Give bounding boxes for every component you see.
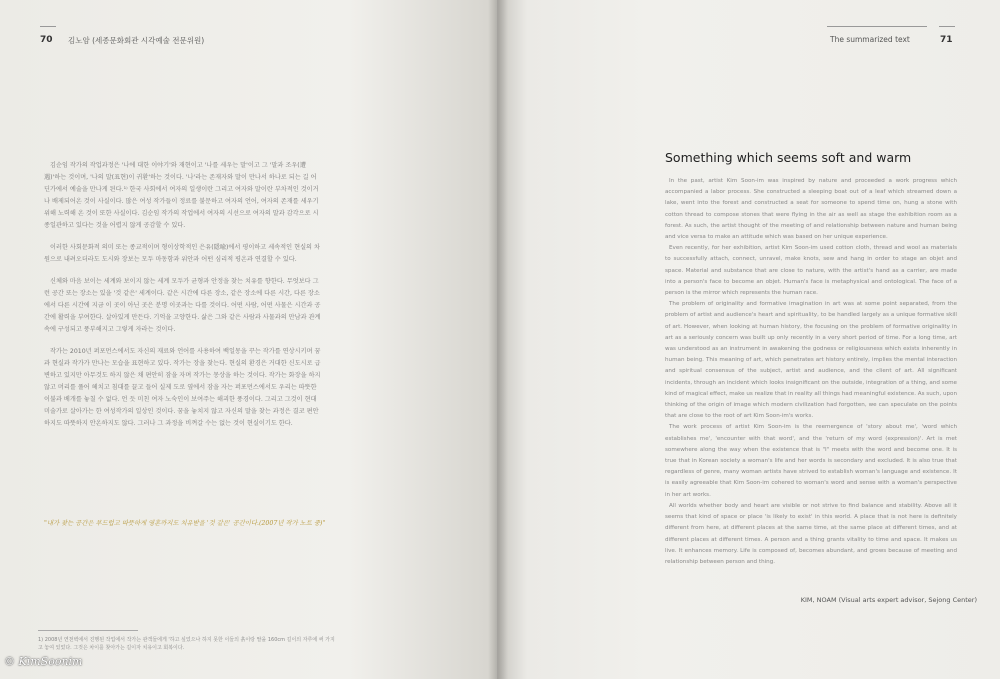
body-text <box>665 176 957 568</box>
paragraph: All worlds whether body and heart are visible or not strive to find balance and stability. Above all it seems that kind of space or place 'is likely to exist' in this world. A place that is not here is definitely different from here, at different places at the same time, at the same place at different times, and at different places at different times. A person and a thing grants vitality to time and space. It makes us live. It enhances memory. Life is composed of, becomes abundant, and grows because of meeting and relationship between person and thing. <box>665 502 957 565</box>
watermark: © KimSoonim <box>4 655 83 668</box>
page-number: 71 <box>940 35 953 45</box>
header-rule <box>827 26 927 27</box>
paragraph: In the past, artist Kim Soon-im was inspired by nature and proceeded a work progress which accompanied a labor process. She constructed a sleeping boat out of a leaf which streamed down a lake, went into the forest and constructed a seat for someone to spend time on, hung a stone with cotton thread to compose stones that were flying in the air as well as stage the exhibition room as a forest. As such, the artist thought of the meeting of and relationship between nature and human being and vice versa to make an attitude which was based on her unique experience. <box>665 178 957 241</box>
footnote-rule <box>38 630 138 631</box>
footnote: 1) 2008년 연천벽에서 진행된 작업에서 작가는 관객들에게 '하고 싶었으나 하지 못한 이들의 흙이랑 딸을 160cm 길이의 자루에 써 가지고 놓여 있었다. 그것은 차이를 찾아가는 길이자 치유이고 회복이다. <box>38 637 335 651</box>
artist-quote: "내가 찾는 공간은 부드럽고 따뜻하게 영혼까지도 치유받을 '것 같은' 공간이다.(2007년 작가 노트 중)" <box>44 520 326 527</box>
paragraph: 김순임 작가의 작업과정은 '나에 대한 이야기'와 재현이고 '나를 세우는 말'이고 그 '말과 조우(遭遇)'하는 것이며, '나의 말(표현)이 귀환'하는 것이다. '나'라는 존재자와 말이 만나서 하나로 되는 길 어딘가에서 예술을 만나게 된다.¹⁾ 한국 사회에서 여자의 일생이란 그리고 여자와 말이란 부차적인 것이거나 배제되어온 것이 사실이다. 많은 여성 작가들이 정료를 불문하고 여자의 언어, 여자의 존재를 세우기 위해 노력해 온 것이 또한 사실이다. 김순임 작가의 작업에서 여자의 시선으로 여자의 말과 감각으로 시종일관하고 있다는 것을 어렵지 않게 공감할 수 있다. <box>44 162 319 229</box>
paragraph: The problem of originality and formative imagination in art was at some point separated, from the problem of artist and audience's heart and spirituality, to be handled largely as a unique formative skill of art. However, when looking at human history, the focusing on the problem of formative originality in art as a seriously concern was built up only recently in a very short period of time. For a long time, art was understood as an instrument in awakening the godness or religiousness which exists inherently in human being. This meaning of art, which penetrates art history entirely, implies the mental interaction and spiritual consensus of the subject, artist and audience, and the client of art. All significant incidents, through an incident which looks insignificant on the outside, integration of a thing, and some kind of magical effect, make us realize that in reality all things had meaningful existence. As such, upon thinking of the origin of image which modern civilization had forgotten, we can speculate on the points that are close to the root of art Kim Soon-im's works. <box>665 301 958 420</box>
page-header: The summarized text <box>830 35 910 44</box>
paragraph: The work process of artist Kim Soon-im is the reemergence of 'story about me', 'word which establishes me', 'encounter with that word', and the 'return of my word (expression)'. Art is met somewhere along the way when the existence that is "I" meets with the word and become one. It is true that in Korean society a woman's life and her words is secondary and excluded. It is also true that regardless of genre, many woman artists have strived to establish woman's language and existence. It is easily agreeable that Kim Soon-im cohered to woman's word and sense with a woman's perspective in her art works. <box>665 424 957 498</box>
paragraph: 이러한 사회문화적 의미 또는 종교적이며 형이상학적인 은유(隱喩)에서 평이하고 세속적인 현실의 차원으로 내려오더라도 도시와 장보는 모두 마동함과 위안과 어떤 심리적 평온과 연결할 수 있다. <box>44 244 320 263</box>
left-page <box>0 0 497 679</box>
page-number: 70 <box>40 35 53 45</box>
book-gutter <box>488 0 508 679</box>
header-rule <box>939 26 955 27</box>
paragraph: 작가는 2010년 퍼포먼스에서도 자신의 재료와 언어를 사용하여 백일몽을 꾸는 작가를 연상시키며 꿈과 현실과 작가가 만나는 모습을 표현하고 있다. 작가는 장을 찾는다. 현실의 환경은 거대한 신도시로 급변하고 있지만 아무것도 하지 않은 채 편안히 잠을 자며 작가는 몽상을 하는 것이다. 작가는 화장을 하지 않고 머리를 풀어 헤치고 침대를 끌고 들어 실제 도로 옆에서 잠을 자는 퍼포먼스에서도 우리는 따뜻한 이불과 베개를 놓칠 수 없다. 언 듯 미친 여자 노숙인이 보여주는 해괴한 풍경이다. 그리고 그것이 현대미술가로 살아가는 한 여성작가의 일상인 것이다. 꿈을 놓치지 않고 자신의 말을 찾는 과정은 결코 편안하지도 따뜻하지 안온하지도 않다. 그러나 그 과정을 비껴갈 수는 없는 것이 현실이기도 한다. <box>44 348 321 427</box>
page-header: 김노암 (세종문화회관 시각예술 전문위원) <box>68 36 205 45</box>
paragraph: 신체와 마음 보이는 세계와 보이지 않는 세계 모두가 균형과 안정을 찾는 치유를 향한다. 무엇보다 그런 공간 또는 장소는 있을 '것 같은' 세계이다. 같은 시간에 다른 장소, 같은 장소에 다른 시간, 다른 장소에서 다른 시간에 지금 이 곳이 아닌 곳은 분명 이곳과는 다를 것이다. 어떤 사람, 어떤 사물은 시간과 공간에 활력을 부여한다. 살아있게 만든다. 기억을 고양한다. 삶은 그와 같은 사람과 사물과의 만남과 관계 속에 구성되고 풍부해지고 그렇게 자라는 것이다. <box>44 278 321 333</box>
article-title: Something which seems soft and warm <box>665 150 912 165</box>
right-page <box>497 0 1000 679</box>
body-text <box>44 160 322 440</box>
header-rule <box>40 26 56 27</box>
paragraph: Even recently, for her exhibition, artist Kim Soon-im used cotton cloth, thread and wool as materials to successfully attach, connect, unravel, make knots, sew and hang in order to stage an objet and space. Material and substance that are close to nature, with the artist's hand as a carrier, are made into a person's face to become an objet. Human's face is metaphysical and ontological. The face of a person is the mirror which represents the human race. <box>665 245 957 297</box>
author-signature: KIM, NOAM (Visual arts expert advisor, Sejong Center) <box>800 596 977 604</box>
